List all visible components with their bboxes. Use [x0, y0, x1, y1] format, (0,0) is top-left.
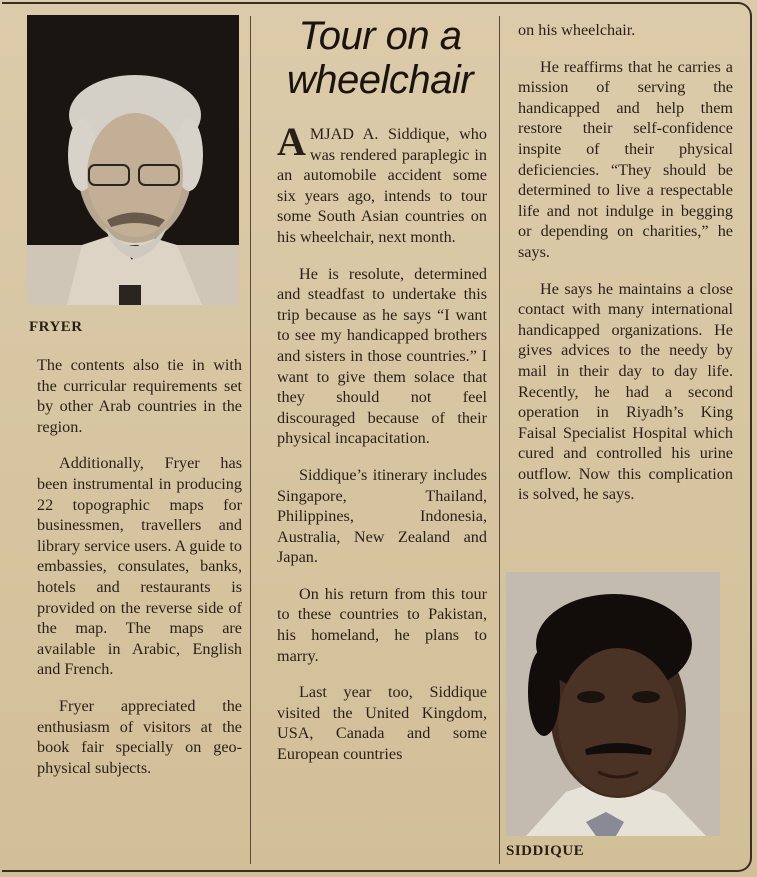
column-rule	[250, 16, 251, 864]
fryer-portrait-image	[27, 15, 239, 305]
headline: Tour on a wheelchair	[286, 14, 474, 102]
fryer-caption: FRYER	[29, 319, 83, 335]
fryer-photo	[27, 15, 239, 305]
paragraph: Siddique’s itinerary includes Singapore, Thailand, Philippines, Indonesia, Australia, New Zealand and Japan.	[277, 465, 487, 567]
paragraph: Additionally, Fryer has been instrumental in producing 22 topographic maps for businessmen, travellers and library service users. A guide to embassies, consulates, banks, hotels and restaurants is provided on the reverse side of the map. The maps are available in Arabic, English and French.	[37, 454, 242, 679]
paragraph: on his wheelchair.	[518, 21, 636, 39]
paragraph: He reaffirms that he carries a mission of serving the handicapped and help them restore their self-confidence inspite of their physical deficiencies. “They should be determined to live a respectable life and not indulge in begging or depending on charities,” he says.	[518, 57, 733, 261]
right-column	[518, 20, 733, 521]
siddique-photo	[506, 572, 720, 836]
drop-cap: A	[277, 119, 306, 164]
siddique-portrait-image	[506, 572, 720, 836]
paragraph: Fryer appreciated the enthusiasm of visitors at the book fair specially on geo-physical subjects.	[37, 696, 242, 777]
left-column	[37, 355, 242, 794]
paragraph: Last year too, Siddique visited the United Kingdom, USA, Canada and some European countries	[277, 683, 487, 764]
lead-text: MJAD A. Siddique, who was rendered paraplegic in an automobile accident some six years ago, intends to tour some South Asian countries on his wheelchair, next month.	[277, 125, 487, 246]
paragraph: The contents also tie in with the curricular requirements set by other Arab countries in the region.	[37, 356, 242, 436]
middle-column	[277, 119, 487, 781]
paragraph: He says he maintains a close contact with many international handicapped organizations. He gives advices to the needy by mail in their day to day life. Recently, he had a second operation in Riyadh’s King Faisal Specialist Hospital which cured and controlled his urine outflow. Now this complication is solved, he says.	[518, 279, 733, 504]
lead-paragraph	[277, 119, 487, 248]
paragraph: On his return from this tour to these countries to Pakistan, his homeland, he plans to marry.	[277, 584, 487, 665]
column-rule	[499, 16, 500, 864]
paragraph: He is resolute, determined and steadfast to undertake this trip because as he says “I want to see my handicapped brothers and sisters in those countries.” I want to give them solace that they should not feel discouraged because of their physical incapacitation.	[277, 264, 487, 448]
siddique-caption: SIDDIQUE	[506, 843, 585, 859]
